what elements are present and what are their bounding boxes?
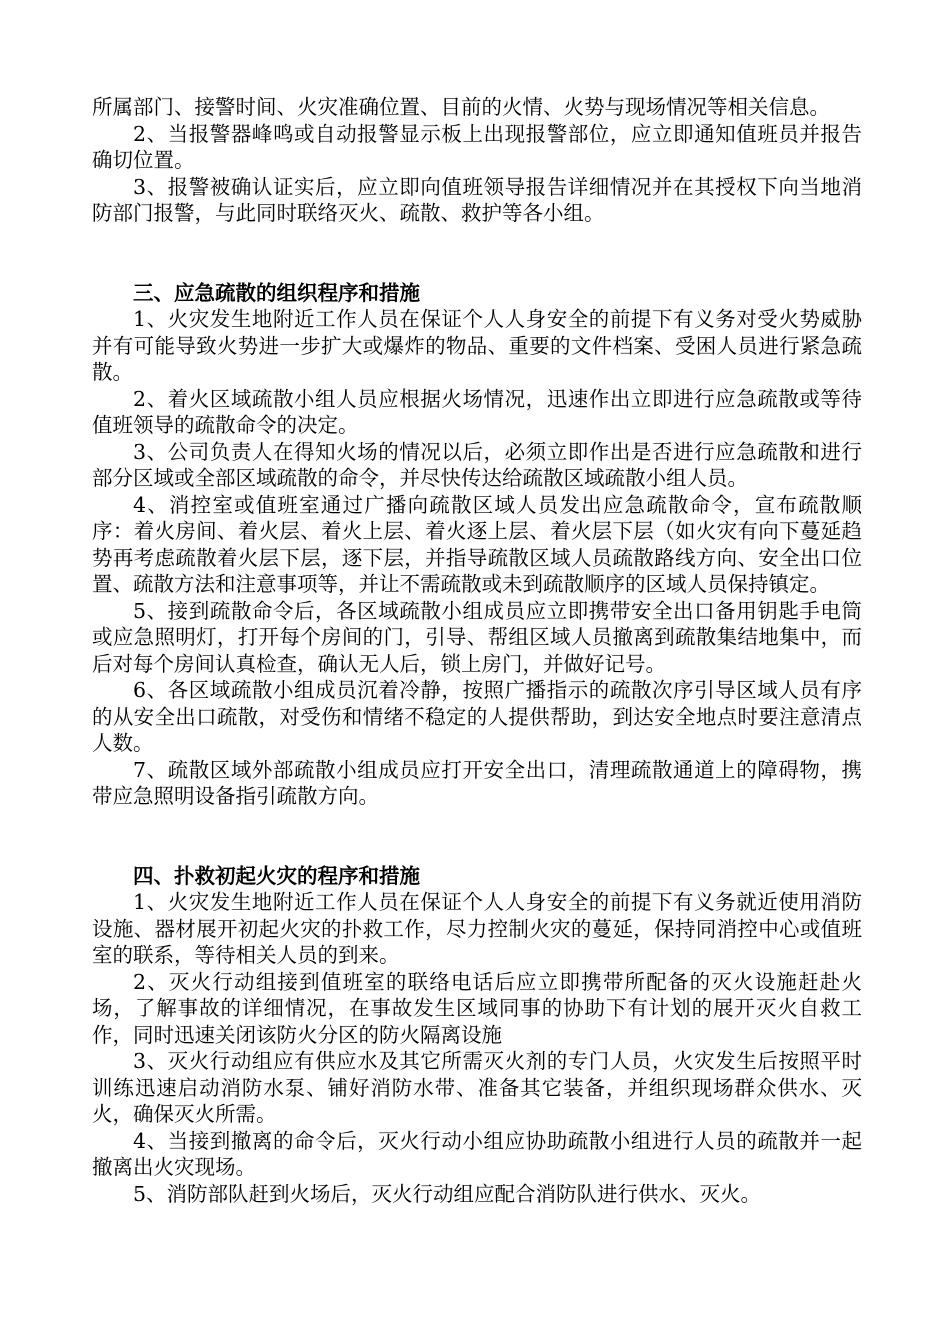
section-3-heading: 三、应急疏散的组织程序和措施	[133, 280, 420, 305]
section-4-item-1: 1、火灾发生地附近工作人员在保证个人人身安全的前提下有义务就近使用消防设施、器材展开初起火灾的扑救工作，尽力控制火灾的蔓延，保持同消控中心或值班室的联系，等待相关人员的到来。	[92, 890, 862, 967]
section-3-item-3: 3、公司负责人在得知火场的情况以后，必须立即作出是否进行应急疏散和进行部分区域或全部区域疏散的命令，并尽快传达给疏散区域疏散小组人员。	[92, 439, 862, 490]
section-spacer	[92, 227, 862, 280]
section-3-item-1: 1、火灾发生地附近工作人员在保证个人人身安全的前提下有义务对受火势威胁并有可能导致火势进一步扩大或爆炸的物品、重要的文件档案、受困人员进行紧急疏散。	[92, 307, 862, 384]
section-3-item-2: 2、着火区域疏散小组人员应根据火场情况，迅速作出立即进行应急疏散或等待值班领导的疏散命令的决定。	[92, 386, 862, 437]
intro-item-3: 3、报警被确认证实后，应立即向值班领导报告详细情况并在其授权下向当地消防部门报警，与此同时联络灭火、疏散、救护等各小组。	[92, 174, 862, 225]
document-page	[92, 94, 862, 1207]
section-3-item-7: 7、疏散区域外部疏散小组成员应打开安全出口，清理疏散通道上的障碍物，携带应急照明设备指引疏散方向。	[92, 757, 862, 808]
intro-item-2: 2、当报警器峰鸣或自动报警显示板上出现报警部位，应立即通知值班员并报告确切位置。	[92, 121, 862, 172]
section-4-item-2: 2、灭火行动组接到值班室的联络电话后应立即携带所配备的灭火设施赶赴火场，了解事故的详细情况，在事故发生区域同事的协助下有计划的展开灭火自救工作，同时迅速关闭该防火分区的防火隔离设施	[92, 969, 862, 1047]
section-4-item-3: 3、灭火行动组应有供应水及其它所需灭火剂的专门人员，火灾发生后按照平时训练迅速启动消防水泵、铺好消防水带、准备其它装备，并组织现场群众供水、灭火，确保灭火所需。	[92, 1049, 862, 1126]
section-4-item-4: 4、当接到撤离的命令后，灭火行动小组应协助疏散小组进行人员的疏散并一起撤离出火灾现场。	[92, 1128, 862, 1179]
intro-continuation: 所属部门、接警时间、火灾准确位置、目前的火情、火势与现场情况等相关信息。	[92, 95, 830, 119]
section-3-item-6: 6、各区域疏散小组成员沉着冷静，按照广播指示的疏散次序引导区域人员有序的从安全出口疏散，对受伤和情绪不稳定的人提供帮助，到达安全地点时要注意清点人数。	[92, 678, 862, 755]
section-4-item-5: 5、消防部队赶到火场后，灭火行动组应配合消防队进行供水、灭火。	[133, 1181, 762, 1206]
section-3-item-5: 5、接到疏散命令后，各区域疏散小组成员应立即携带安全出口备用钥匙手电筒或应急照明灯，打开每个房间的门，引导、帮组区域人员撤离到疏散集结地集中，而后对每个房间认真检查，确认无人后，锁上房门，并做好记号。	[92, 598, 862, 676]
section-spacer	[92, 810, 862, 863]
section-4-heading: 四、扑救初起火灾的程序和措施	[133, 863, 420, 888]
section-3-item-4: 4、消控室或值班室通过广播向疏散区域人员发出应急疏散命令，宣布疏散顺序：着火房间、着火层、着火上层、着火逐上层、着火层下层（如火灾有向下蔓延趋势再考虑疏散着火层下层，逐下层，并指导疏散区域人员疏散路线方向、安全出口位置、疏散方法和注意事项等，并让不需疏散或未到疏散顺序的区域人员保持镇定。	[92, 492, 862, 596]
